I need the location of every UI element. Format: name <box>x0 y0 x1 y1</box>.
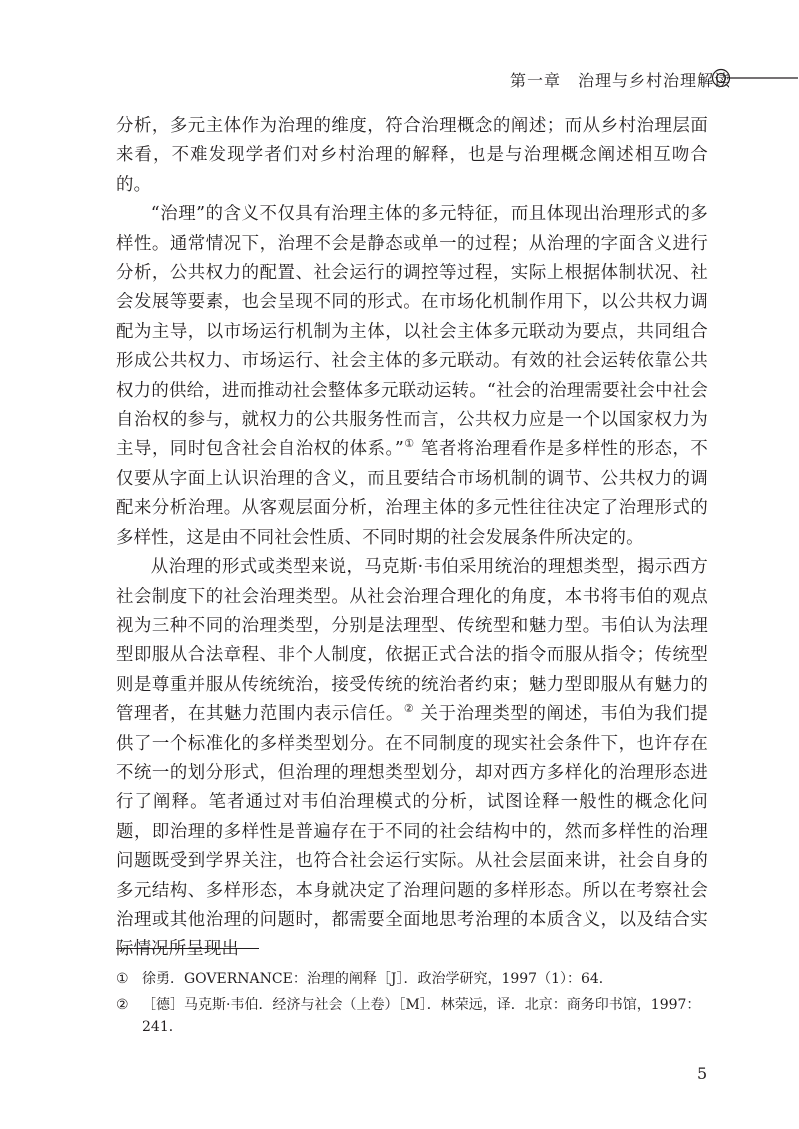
footnote-mark: ② <box>116 997 129 1013</box>
footnote-mark: ① <box>116 971 129 987</box>
footnote-item <box>116 994 708 1038</box>
footnote-item <box>116 968 708 990</box>
footnotes <box>116 968 708 1042</box>
running-header <box>510 66 799 90</box>
footnote-ref-2[interactable]: ② <box>403 702 415 716</box>
footnote-text: ［德］马克斯·韦伯．经济与社会（上卷）［M］．林荣远，译．北京：商务印书馆，1997：241． <box>142 997 701 1035</box>
header-ornament-icon <box>710 67 798 89</box>
footnote-ref-1[interactable]: ① <box>403 437 415 451</box>
body-text <box>116 112 708 965</box>
footnote-divider <box>116 948 259 949</box>
paragraph-1: 分析，多元主体作为治理的维度，符合治理概念的阐述；而从乡村治理层面来看，不难发现学者们对乡村治理的解释，也是与治理概念阐述相互吻合的。 <box>116 116 708 195</box>
page-number: 5 <box>697 1064 708 1083</box>
paragraph-2: “治理”的含义不仅具有治理主体的多元特征，而且体现出治理形式的多样性。通常情况下，治理不会是静态或单一的过程；从治理的字面含义进行分析，公共权力的配置、社会运行的调控等过程，实际上根据体制状况、社会发展等要素，也会呈现不同的形式。在市场化机制作用下，以公共权力调配为主导，以市场运行机制为主体，以社会主体多元联动为要点，共同组合形成公共权力、市场运行、社会主体的多元联动。有效的社会运转依靠公共权力的供给，进而推动社会整体多元联动运转。“社会的治理需要社会中社会自治权的参与，就权力的公共服务性而言，公共权力应是一个以国家权力为主导，同时包含社会自治权的体系。”① 笔者将治理看作是多样性的形态，不仅要从字面上认识治理的含义，而且要结合市场机制的调节、公共权力的调配来分析治理。从客观层面分析，治理主体的多元性往往决定了治理形式的多样性，这是由不同社会性质、不同时期的社会发展条件所决定的。 <box>116 204 709 548</box>
paragraph-3: 从治理的形式或类型来说，马克斯·韦伯采用统治的理想类型，揭示西方社会制度下的社会治理类型。从社会治理合理化的角度，本书将韦伯的观点视为三种不同的治理类型，分别是法理型、传统型和魅力型。韦伯认为法理型即服从合法章程、非个人制度，依据正式合法的指令而服从指令；传统型则是尊重并服从传统统治，接受传统的统治者约束；魅力型即服从有魅力的管理者，在其魅力范围内表示信任。② 关于治理类型的阐述，韦伯为我们提供了一个标准化的多样类型划分。在不同制度的现实社会条件下，也许存在不统一的划分形式，但治理的理想类型划分，却对西方多样化的治理形态进行了阐释。笔者通过对韦伯治理模式的分析，试图诠释一般性的概念化问题，即治理的多样性是普遍存在于不同的社会结构中的，然而多样性的治理问题既受到学界关注，也符合社会运行实际。从社会层面来讲，社会自身的多元结构、多样形态，本身就决定了治理问题的多样形态。所以在考察社会治理或其他治理的问题时，都需要全面地思考治理的本质含义，以及结合实际情况所呈现出 <box>116 557 709 960</box>
footnote-text: 徐勇．GOVERNANCE：治理的阐释［J］．政治学研究，1997（1）：64． <box>142 971 613 987</box>
chapter-title: 第一章 治理与乡村治理解读 <box>510 71 732 90</box>
